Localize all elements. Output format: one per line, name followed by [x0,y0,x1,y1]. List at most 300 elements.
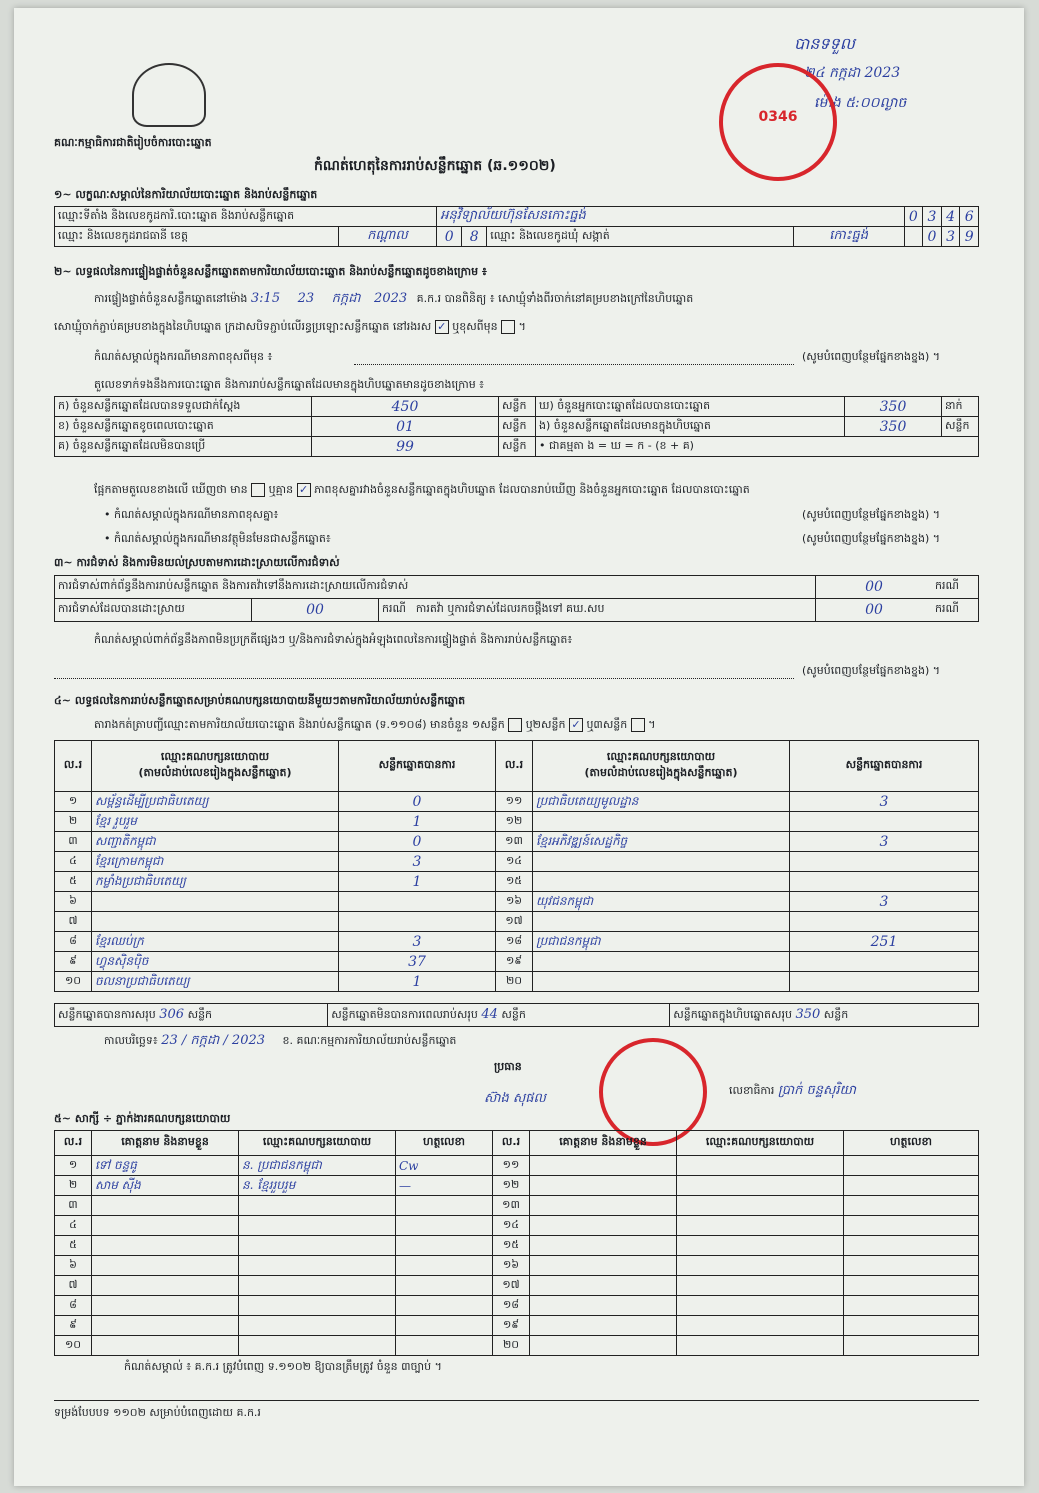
sheet-count-line: តារាងកត់ត្រាបញ្ជីឈ្មោះតាមការិយាល័យបោះឆ្នោត និងរាប់សន្លឹកឆ្នោត (ទ.១១០៨) មានចំនួន ១សន្លឹក ឬ២សន្លឹក ✓ ឬ៣សន្លឹក ។ [94,718,656,731]
witness-signature [396,1256,493,1276]
witness-name [92,1256,239,1276]
result-no: ១៥ [496,872,533,892]
result-no: ៥ [55,872,92,892]
result-no: ៧ [55,912,92,932]
sheet-2-label: ឬ២សន្លឹក [525,718,566,731]
nec-emblem [132,63,206,127]
results-col-votes-l: សន្លឹកឆ្នោតបានការ [339,741,496,792]
witness-name [530,1236,677,1256]
complaints-table [54,575,979,622]
committee-label: ខ. គណៈកម្មការការិយាល័យរាប់សន្លឹកឆ្នោត [282,1034,457,1047]
result-votes: 37 [339,952,496,972]
result-votes [790,972,979,992]
witness-signature [396,1296,493,1316]
fill-note-3: (សូមបំពេញបន្ថែមផ្នែកខាងខ្នង) ។ [802,532,941,545]
witness-name [92,1196,239,1216]
difference-check-text: ផ្អែកតាមតួលេខខាងលើ ឃើញថា មាន [94,483,248,496]
witness-no: ១៨ [493,1296,530,1316]
witness-row [55,1276,979,1296]
result-party [533,852,790,872]
stamp-code: 0346 [758,109,798,125]
result-no: ១៦ [496,892,533,912]
commune-code-2: 3 [941,227,960,247]
witness-party [239,1336,396,1356]
totals-table [54,1003,979,1027]
figure-c-unit: សន្លឹក [499,437,536,457]
complaint-2-unit: ករណី [382,602,406,615]
commune-label: ឈ្មោះ និងលេខកូដឃុំ សង្កាត់ [487,227,794,247]
total-invalid-label: សន្លឹកឆ្នោតមិនបានការពេលរាប់សរុប [331,1007,478,1021]
witness-row [55,1316,979,1336]
witness-party [677,1316,844,1336]
result-votes: 251 [790,932,979,952]
ballot-figures-table [54,396,979,457]
witness-signature [396,1316,493,1336]
results-row [55,852,979,872]
results-row [55,872,979,892]
section-2-title: ២~ លទ្ធផលនៃការផ្ទៀងផ្ទាត់ចំនួនសន្លឹកឆ្នោតតាមការិយាល័យបោះឆ្នោត និងរាប់សន្លឹកឆ្នោតដូចខាងក្រោម ៖ [54,265,487,278]
complaint-1-unit: ករណី [932,576,979,599]
result-no: ៦ [55,892,92,912]
witness-signature [844,1316,979,1336]
complaint-3-value: 00 [816,599,933,622]
non-ballot-note: • កំណត់សម្គាល់ក្នុងករណីមានវត្ថុមិនមែនជាសន្លឹកឆ្នោត៖ [104,532,331,545]
org-name: គណៈកម្មាធិការជាតិរៀបចំការបោះឆ្នោត [54,136,212,149]
result-party: យុវជនកម្ពុជា [533,892,790,912]
total-invalid-cell [328,1004,670,1027]
result-party [533,952,790,972]
witness-name [92,1296,239,1316]
result-no: ១៤ [496,852,533,872]
witness-name: សាម ស៊ីង [92,1176,239,1196]
figure-a-label: ក) ចំនួនសន្លឹកឆ្នោតដែលបានទទួលជាក់ស្ដែង [55,397,312,417]
witness-party [677,1216,844,1236]
witness-name [92,1236,239,1256]
witness-no: ១០ [55,1336,92,1356]
result-no: ៣ [55,832,92,852]
same-checkbox[interactable]: ✓ [435,320,449,334]
result-no: ៤ [55,852,92,872]
secretary-name: ប្រាក់ ចន្ទសុរិយា [777,1083,857,1098]
results-col-no-r: ល.រ [496,741,533,792]
witness-row [55,1176,979,1196]
total-valid-unit: សន្លឹក [187,1007,213,1021]
results-body [55,792,979,992]
witness-name [530,1316,677,1336]
seal-line: សោឃ្មុំចាក់ភ្ជាប់គម្របខាងក្នុងនៃហិបឆ្នោត ក្រដាសបិទភ្ជាប់លើរន្ធប្រឡោះសន្លឹកឆ្នោត នៅរងរស ✓ ឬខុសពីមុន ។ [54,320,526,333]
figure-b-label: ខ) ចំនួនសន្លឹកឆ្នោតខូចពេលបោះឆ្នោត [55,417,312,437]
witness-party [677,1276,844,1296]
changed-checkbox[interactable] [501,320,515,334]
total-box-label: សន្លឹកឆ្នោតក្នុងហិបឆ្នោតសរុប [673,1007,792,1021]
witness-signature [844,1216,979,1236]
result-no: ២០ [496,972,533,992]
irregularity-line [54,678,794,679]
result-no: ១ [55,792,92,812]
witness-name [530,1216,677,1236]
chair-label: ប្រធាន [494,1060,522,1073]
witness-name [530,1336,677,1356]
witness-col-party-l: ឈ្មោះគណបក្សនយោបាយ [239,1131,396,1156]
sheet-3-checkbox[interactable] [631,718,645,732]
witness-name [530,1196,677,1216]
form-sheet [14,8,1024,1486]
col-party-l-1: ឈ្មោះគណបក្សនយោបាយ [160,750,270,763]
witness-no: ៣ [55,1196,92,1216]
verification-day: 23 [297,291,315,306]
verification-line [94,290,693,309]
witness-col-name-r: គោត្តនាម និងនាមខ្លួន [530,1131,677,1156]
witness-party [677,1336,844,1356]
witness-party [677,1296,844,1316]
result-party: ខ្មែរអភិវឌ្ឍន៍សេដ្ឋកិច្ច [533,832,790,852]
result-votes [790,952,979,972]
station-label: ឈ្មោះទីតាំង និងលេខកូដការិ.បោះឆ្នោត និងរាប់សន្លឹកឆ្នោត [55,207,437,227]
difference-yes-checkbox[interactable] [251,483,265,497]
result-votes: 3 [339,932,496,952]
chair-signature: ស៊ាង សុផល [484,1091,546,1106]
witness-name: ទៅ ចន្ទធូ [92,1156,239,1176]
witness-party: ន. ប្រជាជនកម្ពុជា [239,1156,396,1176]
witness-no: ១២ [493,1176,530,1196]
witness-col-sig-r: ហត្ថលេខា [844,1131,979,1156]
result-no: ១៩ [496,952,533,972]
result-party: ហ្វុនស៊ិនប៉ិច [92,952,339,972]
results-row [55,912,979,932]
witness-no: ១៦ [493,1256,530,1276]
formula: • ជាគម្មតា ង = ឃ = ក - (ខ + គ) [536,437,979,457]
complaint-1-label: ការជំទាស់ពាក់ព័ន្ធនឹងការរាប់សន្លឹកឆ្នោត និងការតវ៉ាទៅនឹងការដោះស្រាយលើការជំទាស់ [55,576,816,599]
witness-row [55,1236,979,1256]
station-code-1: 0 [904,207,923,227]
result-party: ប្រជាជនកម្ពុជា [533,932,790,952]
witness-signature [844,1256,979,1276]
witness-signature [844,1296,979,1316]
result-party [533,912,790,932]
witness-party [677,1156,844,1176]
witness-table [54,1130,979,1356]
result-votes: 1 [339,972,496,992]
fill-note-4: (សូមបំពេញបន្ថែមផ្នែកខាងខ្នង) ។ [802,664,941,677]
complaint-1-value: 00 [816,576,933,599]
witness-no: ១៣ [493,1196,530,1216]
witness-no: ១៤ [493,1216,530,1236]
received-annotation: បានទទួល [794,34,855,53]
witness-no: ៦ [55,1256,92,1276]
commune-name: កោះធ្នង់ [793,227,904,247]
results-row [55,932,979,952]
results-row [55,972,979,992]
results-row [55,892,979,912]
difference-check-rest: ភាពខុសគ្នារវាងចំនួនសន្លឹកឆ្នោតក្នុងហិបឆ្នោត ដែលបានរាប់ឃើញ និងចំនួនអ្នកបោះឆ្នោត ដែលបានបោះឆ្នោត [314,483,750,496]
witness-col-party-r: ឈ្មោះគណបក្សនយោបាយ [677,1131,844,1156]
form-title: កំណត់ហេតុនៃការរាប់សន្លឹកឆ្នោត (ឆ.១១០២) [314,158,556,174]
footer-rule [54,1400,979,1401]
difference-none-checkbox[interactable]: ✓ [297,483,311,497]
result-votes [339,912,496,932]
total-box-cell [670,1004,979,1027]
official-stamp [719,63,837,181]
total-valid-label: សន្លឹកឆ្នោតបានការសរុប [58,1007,156,1021]
secretary-label: លេខាធិការ [729,1084,775,1097]
received-time: ម៉ោង ៥:០០ល្ងាច [814,95,907,111]
witness-name [92,1276,239,1296]
result-no: ៨ [55,932,92,952]
province-code-1: 0 [437,227,462,247]
sheet-1-checkbox[interactable] [508,718,522,732]
result-votes [790,912,979,932]
date-value: 23 / កក្កដា / 2023 [161,1033,266,1048]
complaint-3-unit: ករណី [932,599,979,622]
witness-signature [396,1236,493,1256]
footer-text: ទម្រង់បែបបទ ១១០២ សម្រាប់បំពេញដោយ គ.ក.រ [54,1406,261,1419]
figure-b-value: 01 [312,417,499,437]
result-party [92,912,339,932]
results-row [55,832,979,852]
figure-e-label: ង) ចំនួនសន្លឹកឆ្នោតដែលមានក្នុងហិបឆ្នោត [536,417,845,437]
sheet-2-checkbox[interactable]: ✓ [569,718,583,732]
result-no: ២ [55,812,92,832]
total-box-value: 350 [795,1006,821,1022]
result-party [533,812,790,832]
station-code-4: 6 [960,207,979,227]
witness-no: ១៩ [493,1316,530,1336]
total-valid-cell [55,1004,328,1027]
results-row [55,792,979,812]
result-votes: 0 [339,832,496,852]
result-no: ១៨ [496,932,533,952]
result-votes: 3 [790,832,979,852]
commune-code-1: 0 [923,227,942,247]
difference-note-line [354,364,794,365]
witness-row [55,1196,979,1216]
province-code-2: 8 [462,227,487,247]
verification-year: 2023 [374,291,408,306]
result-party: ខ្មែរក្រោមកម្ពុជា [92,852,339,872]
witness-signature [844,1236,979,1256]
secretary-line [729,1082,856,1101]
witness-signature [844,1276,979,1296]
total-valid-value: 306 [159,1006,185,1022]
fill-note-1: (សូមបំពេញបន្ថែមផ្នែកខាងខ្នង) ។ [802,350,941,363]
result-votes: 1 [339,812,496,832]
witness-col-no-r: ល.រ [493,1131,530,1156]
difference-note: កំណត់សម្គាល់ក្នុងករណីមានភាពខុសពីមុន ៖ [94,350,273,363]
result-votes [790,852,979,872]
col-party-l-2: (តាមលំដាប់លេខរៀងក្នុងសន្លឹកឆ្នោត) [138,766,292,779]
verification-time-label: ការផ្ទៀងផ្ទាត់ចំនួនសន្លឹកឆ្នោតនៅម៉ោង [94,292,248,305]
result-votes: 1 [339,872,496,892]
col-party-r-2: (តាមលំដាប់លេខរៀងក្នុងសន្លឹកឆ្នោត) [584,766,738,779]
witness-no: ៨ [55,1296,92,1316]
witness-party [239,1296,396,1316]
witness-party [239,1256,396,1276]
witness-signature: — [396,1176,493,1196]
witness-signature [396,1196,493,1216]
irregularity-note: កំណត់សម្គាល់ពាក់ព័ន្ធនឹងភាពមិនប្រក្រតីផ្សេងៗ ឬ/និងការជំទាស់ក្នុងអំឡុងពេលនៃការផ្ទៀងផ្ទាត់ និងការរាប់សន្លឹកឆ្នោត៖ [94,633,573,646]
result-party: ប្រជាធិបតេយ្យមូលដ្ឋាន [533,792,790,812]
sheet-count-text: តារាងកត់ត្រាបញ្ជីឈ្មោះតាមការិយាល័យបោះឆ្នោត និងរាប់សន្លឹកឆ្នោត (ទ.១១០៨) មានចំនួន ១សន្លឹក [94,718,505,731]
result-no: ១៧ [496,912,533,932]
result-votes [790,872,979,892]
verification-month: កក្កដា [331,291,361,306]
witness-row [55,1216,979,1236]
witness-signature [844,1156,979,1176]
witness-signature [396,1276,493,1296]
result-votes: 3 [339,852,496,872]
witness-party [239,1196,396,1216]
section-3-title: ៣~ ការជំទាស់ និងការមិនយល់ស្របតាមការដោះស្រាយលើការជំទាស់ [54,556,340,569]
witness-signature [844,1336,979,1356]
witness-row [55,1296,979,1316]
figure-a-value: 450 [312,397,499,417]
result-no: ១០ [55,972,92,992]
verification-time: 3:15 [250,291,281,306]
complaint-2-label: ការជំទាស់ដែលបានដោះស្រាយ [55,599,252,622]
seal-text: សោឃ្មុំចាក់ភ្ជាប់គម្របខាងក្នុងនៃហិបឆ្នោត ក្រដាសបិទភ្ជាប់លើរន្ធប្រឡោះសន្លឹកឆ្នោត នៅរងរស [54,320,432,333]
station-code-3: 4 [941,207,960,227]
witness-no: ៩ [55,1316,92,1336]
witness-col-sig-l: ហត្ថលេខា [396,1131,493,1156]
results-col-no-l: ល.រ [55,741,92,792]
witness-no: ១៥ [493,1236,530,1256]
figures-intro: តួលេខទាក់ទងនឹងការបោះឆ្នោត និងការរាប់សន្លឹកឆ្នោតដែលមានក្នុងហិបឆ្នោតមានដូចខាងក្រោម ៖ [94,378,485,391]
witness-no: ១ [55,1156,92,1176]
witness-no: ១១ [493,1156,530,1176]
witness-name [530,1156,677,1176]
witness-signature [396,1336,493,1356]
date-line [104,1032,456,1051]
witness-row [55,1156,979,1176]
witness-signature [844,1196,979,1216]
result-votes: 0 [339,792,496,812]
figure-e-value: 350 [845,417,942,437]
witness-party [677,1256,844,1276]
witness-row [55,1256,979,1276]
province-label: ឈ្មោះ និងលេខកូដរាជធានី ខេត្ត [55,227,339,247]
witness-name [92,1336,239,1356]
result-votes [790,812,979,832]
witness-signature [396,1216,493,1236]
received-date: ២៤ កក្កដា 2023 [804,65,901,81]
date-label: កាលបរិច្ឆេទ៖ [104,1034,158,1047]
total-invalid-unit: សន្លឹក [501,1007,526,1021]
results-col-party-r [533,741,790,792]
witness-signature: Cw [396,1156,493,1176]
total-box-unit: សន្លឹក [823,1007,849,1021]
polling-station-table [54,206,979,247]
result-no: ១១ [496,792,533,812]
commune-code-3: 9 [960,227,979,247]
complaint-3-label: ការតវ៉ា ឬការជំទាស់ដែលរកចផ្ដឹងទៅ គឃ.សប [415,602,605,615]
footnote: កំណត់សម្គាល់ ៖ គ.ក.រ ត្រូវបំពេញ ទ.១១០២ ឱ្យបានត្រឹមត្រូវ ចំនួន ៣ច្បាប់ ។ [124,1360,442,1373]
figure-d-value: 350 [845,397,942,417]
section-5-title: ៥~ សាក្សី ÷ ភ្នាក់ងារគណបក្សនយោបាយ [54,1112,231,1125]
witness-name [92,1316,239,1336]
result-party [92,892,339,912]
result-no: ៩ [55,952,92,972]
witness-no: ២០ [493,1336,530,1356]
result-party: ខ្មែរឈប់ក្រ [92,932,339,952]
witness-party [239,1216,396,1236]
witness-no: ១៧ [493,1276,530,1296]
figure-e-unit: សន្លឹក [942,417,979,437]
figure-c-value: 99 [312,437,499,457]
result-votes: 3 [790,792,979,812]
witness-party: ន. ខ្មែររួបរួម [239,1176,396,1196]
difference-none-label: ឬគ្មាន [268,483,294,496]
result-party: កម្លាំងប្រជាធិបតេយ្យ [92,872,339,892]
commune-code-empty [904,227,923,247]
witness-party [677,1196,844,1216]
witness-name [92,1216,239,1236]
figure-d-label: ឃ) ចំនួនអ្នកបោះឆ្នោតដែលបានបោះឆ្នោត [536,397,845,417]
section-4-title: ៤~ លទ្ធផលនៃការរាប់សន្លឹកឆ្នោតសម្រាប់គណបក្សនយោបាយនីមួយៗតាមការិយាល័យរាប់សន្លឹកឆ្នោត [54,694,466,707]
figure-a-unit: សន្លឹក [499,397,536,417]
witness-row [55,1336,979,1356]
result-no: ១២ [496,812,533,832]
results-row [55,812,979,832]
station-code-2: 3 [923,207,942,227]
result-no: ១៣ [496,832,533,852]
result-party: សញ្ជាតិកម្ពុជា [92,832,339,852]
difference-check-line [94,483,750,499]
witness-col-no-l: ល.រ [55,1131,92,1156]
verification-text: គ.ក.រ បានពិនិត្យ ៖ សោឃ្មុំទាំងពីរចាក់នៅគម្របខាងក្រៅនៃហិបឆ្នោត [416,292,694,305]
results-table [54,740,979,992]
fill-note-2: (សូមបំពេញបន្ថែមផ្នែកខាងខ្នង) ។ [802,508,941,521]
witness-name [530,1256,677,1276]
col-party-r-1: ឈ្មោះគណបក្សនយោបាយ [606,750,716,763]
witness-col-name-l: គោត្តនាម និងនាមខ្លួន [92,1131,239,1156]
total-invalid-value: 44 [481,1006,498,1022]
result-votes [339,892,496,912]
sheet-3-label: ឬ៣សន្លឹក [586,718,628,731]
changed-label: ឬខុសពីមុន [452,320,498,333]
difference-note-2: • កំណត់សម្គាល់ក្នុងករណីមានភាពខុសគ្នា៖ [104,508,279,521]
result-party [533,972,790,992]
result-party: សម្ព័ន្ធដើម្បីប្រជាធិបតេយ្យ [92,792,339,812]
result-party: ចលនាប្រជាធិបតេយ្យ [92,972,339,992]
witness-body [55,1156,979,1356]
province-name: កណ្ដាល [338,227,437,247]
witness-no: ៥ [55,1236,92,1256]
figure-c-label: គ) ចំនួនសន្លឹកឆ្នោតដែលមិនបានប្រើ [55,437,312,457]
station-name: អនុវិទ្យាល័យហ៊ុនសែនកោះធ្នង់ [437,207,904,227]
result-party [533,872,790,892]
witness-no: ៤ [55,1216,92,1236]
results-row [55,952,979,972]
witness-name [530,1276,677,1296]
result-party: ខ្មែរ រួបរួម [92,812,339,832]
figure-d-unit: នាក់ [942,397,979,417]
witness-no: ៧ [55,1276,92,1296]
witness-signature [844,1176,979,1196]
witness-party [677,1176,844,1196]
witness-name [530,1296,677,1316]
witness-no: ២ [55,1176,92,1196]
section-1-title: ១~ លក្ខណៈសម្គាល់នៃការិយាល័យបោះឆ្នោត និងរាប់សន្លឹកឆ្នោត [54,188,318,201]
complaint-2-value: 00 [252,599,379,622]
result-votes: 3 [790,892,979,912]
witness-name [530,1176,677,1196]
witness-party [239,1236,396,1256]
witness-party [239,1316,396,1336]
witness-party [677,1236,844,1256]
complaint-3-cell [379,599,816,622]
results-col-party-l [92,741,339,792]
witness-party [239,1276,396,1296]
